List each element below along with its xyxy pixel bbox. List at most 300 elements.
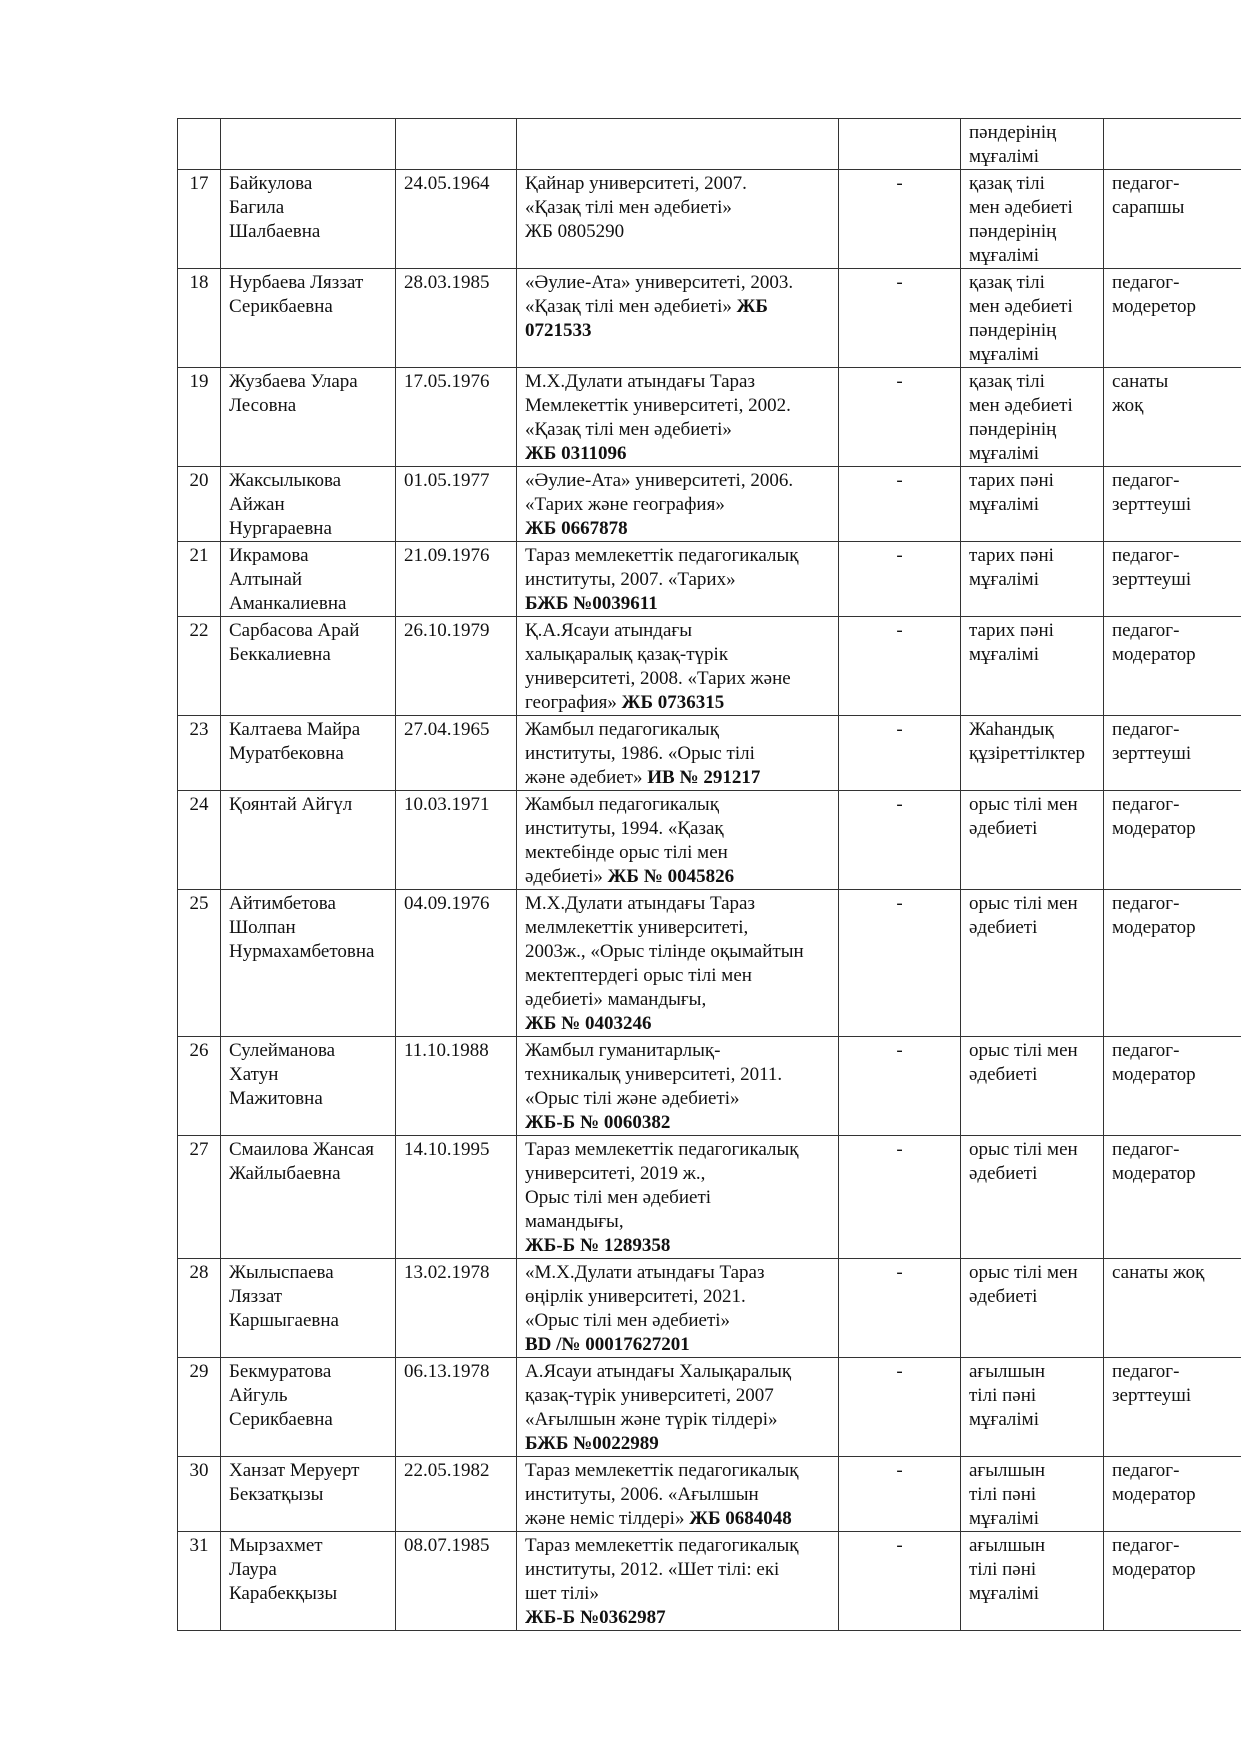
- name-line: Муратбековна: [229, 743, 344, 764]
- name-line: Икрамова: [229, 545, 309, 566]
- education-text: Жамбыл гуманитарлық-: [525, 1040, 721, 1061]
- education-text: 2003ж., «Орыс тілінде оқымайтын: [525, 941, 804, 962]
- cell-birth-date: [396, 170, 517, 269]
- row-number: 25: [189, 893, 209, 914]
- education-line: [525, 988, 830, 1012]
- cell-experience: [839, 890, 961, 1037]
- education-line: [525, 1483, 830, 1507]
- subject-line: мен әдебиеті: [969, 296, 1073, 317]
- cell-full-name: [221, 542, 396, 617]
- education-line: [525, 841, 830, 865]
- subject-line: мұғалімі: [969, 1409, 1039, 1430]
- education-line: [525, 1333, 830, 1357]
- cell-number: [178, 1037, 221, 1136]
- education-line: [525, 1360, 830, 1384]
- cell-category: [1104, 1037, 1241, 1136]
- birth-date: 08.07.1985: [404, 1535, 490, 1556]
- education-text: Қайнар университеті, 2007.: [525, 173, 747, 194]
- table-row: [178, 269, 1241, 368]
- cell-education: [517, 1136, 839, 1259]
- subject-line: ағылшын: [969, 1535, 1046, 1556]
- table-row: [178, 1259, 1241, 1358]
- cell-birth-date: [396, 368, 517, 467]
- subject-line: тарих пәні: [969, 545, 1054, 566]
- diploma-number: ЖБ-Б № 1289358: [525, 1235, 671, 1256]
- education-text: Мемлекеттік университеті, 2002.: [525, 395, 791, 416]
- category-line: модератор: [1112, 644, 1196, 665]
- birth-date: 26.10.1979: [404, 620, 490, 641]
- cell-full-name: [221, 617, 396, 716]
- birth-date: 13.02.1978: [404, 1262, 490, 1283]
- subject-line: орыс тілі мен: [969, 893, 1078, 914]
- cell-full-name: [221, 1457, 396, 1532]
- cell-subject: [961, 1136, 1104, 1259]
- row-number: 27: [189, 1139, 209, 1160]
- experience-value: -: [896, 1040, 903, 1061]
- category-line: жоқ: [1112, 395, 1144, 416]
- cell-birth-date: [396, 890, 517, 1037]
- cell-birth-date: [396, 1136, 517, 1259]
- education-line: [525, 592, 830, 616]
- subject-line: орыс тілі мен: [969, 794, 1078, 815]
- cell-education: [517, 170, 839, 269]
- subject-line: орыс тілі мен: [969, 1040, 1078, 1061]
- cell-education: [517, 716, 839, 791]
- category-line: модератор: [1112, 1163, 1196, 1184]
- cell-subject: [961, 791, 1104, 890]
- cell-education: [517, 119, 839, 170]
- cell-subject: [961, 617, 1104, 716]
- cell-birth-date: [396, 1037, 517, 1136]
- category-line: модеретор: [1112, 296, 1197, 317]
- staff-table: [177, 118, 1241, 1631]
- education-text: халықаралық қазақ-түрік: [525, 644, 729, 665]
- cell-full-name: [221, 791, 396, 890]
- education-line: [525, 295, 830, 319]
- diploma-number: ЖБ 0736315: [621, 692, 725, 713]
- name-line: Шалбаевна: [229, 221, 321, 242]
- education-line: [525, 394, 830, 418]
- cell-number: [178, 1532, 221, 1631]
- row-number: 28: [189, 1262, 209, 1283]
- name-line: Ляззат: [229, 1286, 283, 1307]
- education-text: шет тілі»: [525, 1583, 599, 1604]
- experience-value: -: [896, 1535, 903, 1556]
- name-line: Лесовна: [229, 395, 297, 416]
- cell-category: [1104, 542, 1241, 617]
- cell-experience: [839, 170, 961, 269]
- table-row: [178, 170, 1241, 269]
- birth-date: 11.10.1988: [404, 1040, 489, 1061]
- education-text: мектептердегі орыс тілі мен: [525, 965, 752, 986]
- cell-experience: [839, 791, 961, 890]
- row-number: 26: [189, 1040, 209, 1061]
- name-line: Нургараевна: [229, 518, 332, 539]
- cell-education: [517, 269, 839, 368]
- cell-full-name: [221, 119, 396, 170]
- education-text: «Әулие-Ата» университеті, 2003.: [525, 272, 794, 293]
- cell-birth-date: [396, 467, 517, 542]
- cell-subject: [961, 716, 1104, 791]
- cell-experience: [839, 716, 961, 791]
- cell-education: [517, 368, 839, 467]
- cell-birth-date: [396, 1532, 517, 1631]
- cell-full-name: [221, 716, 396, 791]
- cell-experience: [839, 617, 961, 716]
- subject-line: орыс тілі мен: [969, 1139, 1078, 1160]
- education-line: [525, 172, 830, 196]
- education-text: мелмлекеттік университеті,: [525, 917, 749, 938]
- name-line: Серикбаевна: [229, 296, 333, 317]
- education-text: институты, 2006. «Ағылшын: [525, 1484, 759, 1505]
- cell-education: [517, 542, 839, 617]
- education-line: [525, 370, 830, 394]
- subject-line: Жаһандық: [969, 719, 1054, 740]
- cell-number: [178, 890, 221, 1037]
- education-text: Тараз мемлекеттік педагогикалық: [525, 545, 799, 566]
- cell-subject: [961, 467, 1104, 542]
- education-line: [525, 1459, 830, 1483]
- experience-value: -: [896, 1139, 903, 1160]
- education-text: «Орыс тілі және әдебиеті»: [525, 1088, 740, 1109]
- name-line: Ханзат Меруерт: [229, 1460, 360, 1481]
- category-line: педагог-: [1112, 470, 1180, 491]
- birth-date: 17.05.1976: [404, 371, 490, 392]
- education-line: [525, 964, 830, 988]
- education-line: [525, 793, 830, 817]
- subject-line: мен әдебиеті: [969, 197, 1073, 218]
- category-line: модератор: [1112, 1064, 1196, 1085]
- category-line: педагог-: [1112, 620, 1180, 641]
- cell-subject: [961, 368, 1104, 467]
- education-text: Орыс тілі мен әдебиеті: [525, 1187, 712, 1208]
- cell-category: [1104, 1532, 1241, 1631]
- education-line: [525, 817, 830, 841]
- cell-category: [1104, 1259, 1241, 1358]
- row-number: 21: [189, 545, 209, 566]
- education-line: [525, 544, 830, 568]
- education-line: [525, 196, 830, 220]
- name-line: Жузбаева Улара: [229, 371, 358, 392]
- subject-line: мұғалімі: [969, 1583, 1039, 1604]
- cell-category: [1104, 269, 1241, 368]
- name-line: Лаура: [229, 1559, 277, 1580]
- experience-value: -: [896, 1460, 903, 1481]
- cell-education: [517, 1532, 839, 1631]
- birth-date: 04.09.1976: [404, 893, 490, 914]
- education-line: [525, 418, 830, 442]
- cell-birth-date: [396, 269, 517, 368]
- category-line: модератор: [1112, 1559, 1196, 1580]
- category-line: педагог-: [1112, 1139, 1180, 1160]
- education-line: [525, 1606, 830, 1630]
- cell-subject: [961, 1358, 1104, 1457]
- education-text: «Ағылшын және түрік тілдері»: [525, 1409, 778, 1430]
- name-line: Серикбаевна: [229, 1409, 333, 1430]
- category-line: педагог-: [1112, 173, 1180, 194]
- education-text: «Тарих және география»: [525, 494, 725, 515]
- birth-date: 14.10.1995: [404, 1139, 490, 1160]
- cell-category: [1104, 119, 1241, 170]
- subject-line: әдебиеті: [969, 917, 1038, 938]
- name-line: Нурмахамбетовна: [229, 941, 375, 962]
- education-line: [525, 271, 830, 295]
- cell-full-name: [221, 269, 396, 368]
- subject-line: мұғалімі: [969, 1508, 1039, 1529]
- education-line: [525, 1384, 830, 1408]
- cell-subject: [961, 119, 1104, 170]
- birth-date: 21.09.1976: [404, 545, 490, 566]
- education-line: [525, 1210, 830, 1234]
- cell-number: [178, 467, 221, 542]
- education-line: [525, 1162, 830, 1186]
- table-row: [178, 119, 1241, 170]
- education-line: [525, 1012, 830, 1036]
- education-line: [525, 319, 830, 343]
- category-line: модератор: [1112, 1484, 1196, 1505]
- subject-line: қазақ тілі: [969, 173, 1045, 194]
- category-line: модератор: [1112, 917, 1196, 938]
- education-line: [525, 1507, 830, 1531]
- category-line: зерттеуші: [1112, 569, 1192, 590]
- education-text: қазақ-түрік университеті, 2007: [525, 1385, 774, 1406]
- cell-number: [178, 269, 221, 368]
- education-line: [525, 1309, 830, 1333]
- experience-value: -: [896, 545, 903, 566]
- education-line: [525, 517, 830, 541]
- birth-date: 22.05.1982: [404, 1460, 490, 1481]
- education-line: [525, 892, 830, 916]
- cell-full-name: [221, 890, 396, 1037]
- row-number: 23: [189, 719, 209, 740]
- cell-education: [517, 1457, 839, 1532]
- name-line: Сарбасова Арай: [229, 620, 360, 641]
- cell-birth-date: [396, 119, 517, 170]
- education-line: [525, 1063, 830, 1087]
- table-row: [178, 1358, 1241, 1457]
- table-row: [178, 791, 1241, 890]
- experience-value: -: [896, 1262, 903, 1283]
- cell-category: [1104, 1457, 1241, 1532]
- education-text: «Әулие-Ата» университеті, 2006.: [525, 470, 794, 491]
- name-line: Қоянтай Айгүл: [229, 794, 353, 815]
- name-line: Хатун: [229, 1064, 279, 1085]
- cell-number: [178, 1358, 221, 1457]
- cell-number: [178, 368, 221, 467]
- subject-line: пәндерінің: [969, 221, 1057, 242]
- diploma-number: ЖБ 0311096: [525, 443, 627, 464]
- diploma-number: ЖБ № 0403246: [525, 1013, 652, 1034]
- table-row: [178, 368, 1241, 467]
- cell-category: [1104, 1136, 1241, 1259]
- name-line: Алтынай: [229, 569, 303, 590]
- cell-subject: [961, 1259, 1104, 1358]
- cell-experience: [839, 1358, 961, 1457]
- name-line: Байкулова: [229, 173, 313, 194]
- cell-subject: [961, 890, 1104, 1037]
- education-line: [525, 220, 830, 244]
- table-row: [178, 617, 1241, 716]
- cell-subject: [961, 170, 1104, 269]
- cell-subject: [961, 269, 1104, 368]
- subject-line: мұғалімі: [969, 344, 1039, 365]
- cell-experience: [839, 119, 961, 170]
- cell-full-name: [221, 1259, 396, 1358]
- subject-line: пәндерінің: [969, 320, 1057, 341]
- cell-birth-date: [396, 716, 517, 791]
- row-number: 17: [189, 173, 209, 194]
- education-line: [525, 1285, 830, 1309]
- subject-line: орыс тілі мен: [969, 1262, 1078, 1283]
- cell-number: [178, 119, 221, 170]
- birth-date: 01.05.1977: [404, 470, 490, 491]
- subject-line: мұғалімі: [969, 569, 1039, 590]
- cell-category: [1104, 617, 1241, 716]
- diploma-number: ЖБ-Б №0362987: [525, 1607, 666, 1628]
- name-line: Аманкалиевна: [229, 593, 347, 614]
- category-line: педагог-: [1112, 545, 1180, 566]
- subject-line: қазақ тілі: [969, 272, 1045, 293]
- cell-full-name: [221, 1037, 396, 1136]
- education-line: [525, 568, 830, 592]
- cell-number: [178, 170, 221, 269]
- name-line: Шолпан: [229, 917, 296, 938]
- education-text: «Қазақ тілі мен әдебиеті»: [525, 197, 732, 218]
- experience-value: -: [896, 893, 903, 914]
- subject-line: әдебиеті: [969, 1064, 1038, 1085]
- cell-education: [517, 467, 839, 542]
- row-number: 18: [189, 272, 209, 293]
- category-line: зерттеуші: [1112, 494, 1192, 515]
- education-line: [525, 916, 830, 940]
- cell-category: [1104, 368, 1241, 467]
- birth-date: 28.03.1985: [404, 272, 490, 293]
- name-line: Багила: [229, 197, 285, 218]
- education-text: Жамбыл педагогикалық: [525, 719, 719, 740]
- name-line: Беккалиевна: [229, 644, 331, 665]
- subject-line: құзіреттілктер: [969, 743, 1086, 764]
- cell-subject: [961, 1037, 1104, 1136]
- education-text: университеті, 2008. «Тарих және: [525, 668, 791, 689]
- experience-value: -: [896, 794, 903, 815]
- cell-experience: [839, 467, 961, 542]
- education-text: әдебиеті» мамандығы,: [525, 989, 707, 1010]
- education-line: [525, 1186, 830, 1210]
- subject-line: әдебиеті: [969, 818, 1038, 839]
- subject-line: әдебиеті: [969, 1286, 1038, 1307]
- row-number: 20: [189, 470, 209, 491]
- table-row: [178, 467, 1241, 542]
- cell-subject: [961, 1532, 1104, 1631]
- row-number: 19: [189, 371, 209, 392]
- cell-full-name: [221, 1136, 396, 1259]
- education-text: және әдебиет»: [525, 767, 648, 788]
- category-line: санаты: [1112, 371, 1169, 392]
- category-line: педагог-: [1112, 719, 1180, 740]
- birth-date: 27.04.1965: [404, 719, 490, 740]
- experience-value: -: [896, 272, 903, 293]
- education-text: Қ.А.Ясауи атындағы: [525, 620, 692, 641]
- cell-education: [517, 1358, 839, 1457]
- subject-line: тілі пәні: [969, 1484, 1037, 1505]
- row-number: 30: [189, 1460, 209, 1481]
- category-line: педагог-: [1112, 893, 1180, 914]
- table-row: [178, 890, 1241, 1037]
- education-line: [525, 1432, 830, 1456]
- cell-number: [178, 1457, 221, 1532]
- cell-birth-date: [396, 1259, 517, 1358]
- name-line: Сулейманова: [229, 1040, 336, 1061]
- education-line: [525, 469, 830, 493]
- diploma-number: ЖБ-Б № 0060382: [525, 1112, 671, 1133]
- education-line: [525, 1138, 830, 1162]
- subject-line: мен әдебиеті: [969, 395, 1073, 416]
- education-line: [525, 1534, 830, 1558]
- cell-category: [1104, 890, 1241, 1037]
- category-line: модератор: [1112, 818, 1196, 839]
- name-line: Мажитовна: [229, 1088, 323, 1109]
- education-text: әдебиеті»: [525, 866, 608, 887]
- table-row: [178, 1532, 1241, 1631]
- cell-education: [517, 617, 839, 716]
- diploma-number: 0721533: [525, 320, 592, 341]
- staff-table-body: [178, 119, 1241, 1631]
- name-line: Смаилова Жансая: [229, 1139, 375, 1160]
- subject-line: әдебиеті: [969, 1163, 1038, 1184]
- category-line: зерттеуші: [1112, 1385, 1192, 1406]
- category-line: зерттеуші: [1112, 743, 1192, 764]
- cell-category: [1104, 716, 1241, 791]
- education-text: техникалық университеті, 2011.: [525, 1064, 783, 1085]
- education-text: М.Х.Дулати атындағы Тараз: [525, 371, 755, 392]
- education-text: және неміс тілдері»: [525, 1508, 690, 1529]
- name-line: Жаксылыкова: [229, 470, 342, 491]
- education-text: М.Х.Дулати атындағы Тараз: [525, 893, 755, 914]
- education-line: [525, 1558, 830, 1582]
- cell-number: [178, 1136, 221, 1259]
- education-line: [525, 667, 830, 691]
- education-text: «Қазақ тілі мен әдебиеті»: [525, 419, 732, 440]
- education-text: мамандығы,: [525, 1211, 624, 1232]
- cell-experience: [839, 1037, 961, 1136]
- subject-line: ағылшын: [969, 1460, 1046, 1481]
- cell-experience: [839, 368, 961, 467]
- cell-number: [178, 617, 221, 716]
- education-text: Жамбыл педагогикалық: [525, 794, 719, 815]
- subject-line: мұғалімі: [969, 146, 1039, 167]
- table-row: [178, 1457, 1241, 1532]
- experience-value: -: [896, 1361, 903, 1382]
- cell-full-name: [221, 1358, 396, 1457]
- name-line: Карабекқызы: [229, 1583, 338, 1604]
- category-line: педагог-: [1112, 794, 1180, 815]
- cell-category: [1104, 791, 1241, 890]
- diploma-number: ИВ № 291217: [647, 767, 761, 788]
- education-text: «М.Х.Дулати атындағы Тараз: [525, 1262, 765, 1283]
- education-text: Тараз мемлекеттік педагогикалық: [525, 1460, 799, 1481]
- education-text: «Қазақ тілі мен әдебиеті»: [525, 296, 737, 317]
- education-text: ЖБ 0805290: [525, 221, 625, 242]
- cell-birth-date: [396, 791, 517, 890]
- education-line: [525, 1408, 830, 1432]
- row-number: 22: [189, 620, 209, 641]
- table-row: [178, 542, 1241, 617]
- subject-line: ағылшын: [969, 1361, 1046, 1382]
- birth-date: 24.05.1964: [404, 173, 490, 194]
- cell-education: [517, 890, 839, 1037]
- education-text: А.Ясауи атындағы Халықаралық: [525, 1361, 792, 1382]
- cell-full-name: [221, 1532, 396, 1631]
